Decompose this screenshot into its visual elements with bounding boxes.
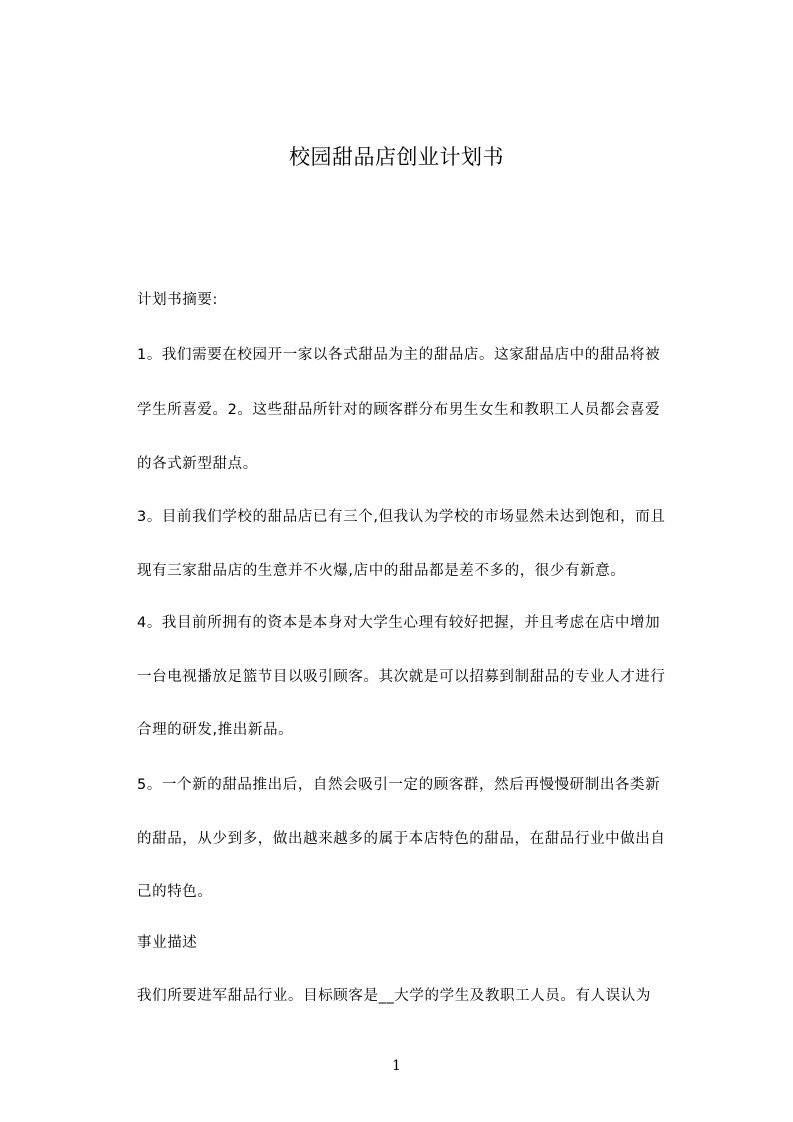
paragraph-line: 1。我们需要在校园开一家以各式甜品为主的甜品店。这家甜品店中的甜品将被 bbox=[137, 347, 661, 363]
page-number: 1 bbox=[392, 1058, 401, 1074]
paragraph-line: 合理的研发,推出新品。 bbox=[137, 722, 294, 738]
page-title: 校园甜品店创业计划书 bbox=[289, 145, 504, 169]
paragraph-line: 学生所喜爱。2。这些甜品所针对的顾客群分布男生女生和教职工人员都会喜爱 bbox=[137, 402, 661, 418]
paragraph-line: 的各式新型甜点。 bbox=[137, 456, 258, 472]
paragraph-line: 我们所要进军甜品行业。目标顾客是__大学的学生及教职工人员。有人误认为 bbox=[137, 988, 651, 1004]
section-heading: 事业描述 bbox=[137, 935, 198, 951]
paragraph-line: 5。一个新的甜品推出后，自然会吸引一定的顾客群，然后再慢慢研制出各类新 bbox=[137, 777, 661, 793]
paragraph-line: 己的特色。 bbox=[137, 884, 213, 900]
paragraph-line: 4。我目前所拥有的资本是本身对大学生心理有较好把握，并且考虑在店中增加 bbox=[137, 615, 661, 631]
paragraph-line: 一台电视播放足篮节目以吸引顾客。其次就是可以招募到制甜品的专业人才进行 bbox=[137, 669, 666, 685]
paragraph-line: 3。目前我们学校的甜品店已有三个,但我认为学校的市场显然未达到饱和，而且 bbox=[137, 509, 666, 525]
summary-heading: 计划书摘要: bbox=[137, 292, 218, 308]
paragraph-line: 的甜品，从少到多，做出越来越多的属于本店特色的甜品，在甜品行业中做出自 bbox=[137, 831, 666, 847]
paragraph-line: 现有三家甜品店的生意并不火爆,店中的甜品都是差不多的，很少有新意。 bbox=[137, 563, 626, 579]
